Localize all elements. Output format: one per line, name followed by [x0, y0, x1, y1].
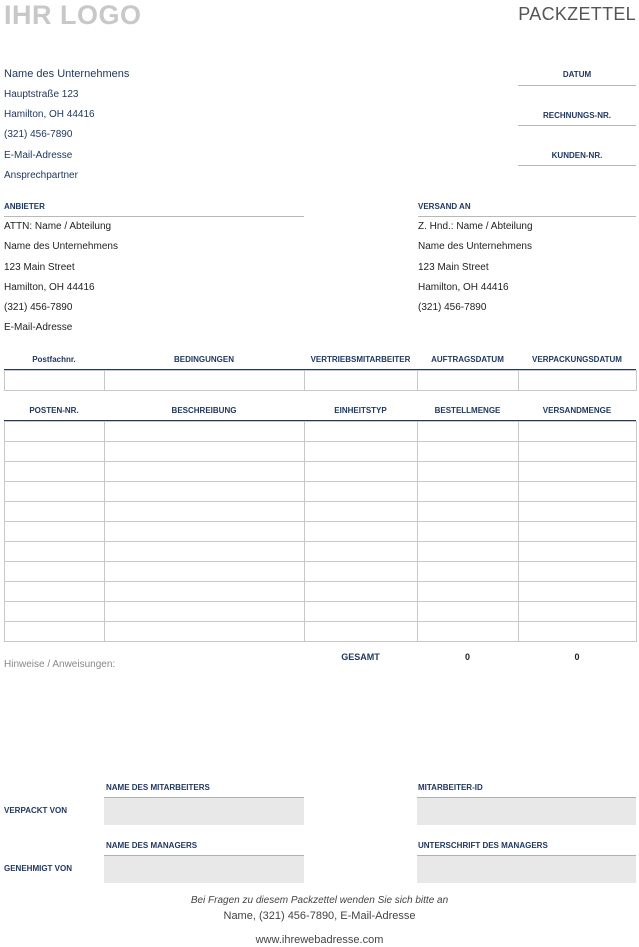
table-row — [5, 502, 637, 522]
order-cell[interactable] — [305, 371, 418, 391]
item-cell[interactable] — [305, 482, 418, 502]
col-shipped-qty: VERSANDMENGE — [542, 406, 612, 415]
page-title: PACKZETTEL — [518, 4, 636, 24]
item-cell[interactable] — [305, 442, 418, 462]
vendor-email: E-Mail-Adresse — [4, 322, 73, 333]
col-unit-type: EINHEITSTYP — [334, 406, 387, 415]
col-terms: BEDINGUNGEN — [173, 355, 234, 364]
table-row — [5, 482, 637, 502]
company-phone: (321) 456-7890 — [4, 129, 73, 140]
item-cell[interactable] — [5, 482, 105, 502]
col-po-box: Postfachnr. — [32, 355, 76, 364]
item-cell[interactable] — [105, 462, 305, 482]
manager-name-field[interactable] — [104, 855, 304, 883]
col-order-date: AUFTRAGSDATUM — [431, 355, 504, 364]
manager-name-label: NAME DES MANAGERS — [106, 841, 198, 850]
item-cell[interactable] — [5, 622, 105, 642]
item-cell[interactable] — [418, 422, 519, 442]
ship-to-phone: (321) 456-7890 — [418, 302, 487, 313]
vendor-phone: (321) 456-7890 — [4, 302, 73, 313]
vendor-heading: ANBIETER — [4, 202, 45, 211]
footer-contact: Name, (321) 456-7890, E-Mail-Adresse — [223, 910, 416, 922]
items-table — [4, 421, 637, 642]
item-cell[interactable] — [418, 442, 519, 462]
item-cell[interactable] — [418, 462, 519, 482]
total-ordered: 0 — [464, 652, 470, 662]
ship-to-attn: Z. Hnd.: Name / Abteilung — [418, 221, 533, 232]
employee-name-field[interactable] — [104, 797, 304, 825]
approved-by-label: GENEHMIGT VON — [4, 864, 73, 873]
item-cell[interactable] — [305, 602, 418, 622]
packed-by-label: VERPACKT VON — [4, 806, 67, 815]
order-cell[interactable] — [418, 371, 519, 391]
item-cell[interactable] — [519, 522, 637, 542]
item-cell[interactable] — [305, 562, 418, 582]
item-cell[interactable] — [5, 502, 105, 522]
col-item-number: POSTEN-NR. — [29, 406, 79, 415]
item-cell[interactable] — [418, 562, 519, 582]
item-cell[interactable] — [105, 422, 305, 442]
vendor-street: 123 Main Street — [4, 262, 75, 273]
item-cell[interactable] — [418, 542, 519, 562]
item-cell[interactable] — [305, 622, 418, 642]
date-label: DATUM — [562, 70, 592, 79]
vendor-city: Hamilton, OH 44416 — [4, 282, 95, 293]
vendor-attn: ATTN: Name / Abteilung — [4, 221, 112, 232]
item-cell[interactable] — [305, 502, 418, 522]
notes-area[interactable] — [4, 675, 636, 770]
company-street: Hauptstraße 123 — [4, 89, 79, 100]
footer-website[interactable]: www.ihrewebadresse.com — [255, 934, 384, 946]
table-row — [5, 542, 637, 562]
table-row — [5, 442, 637, 462]
item-cell[interactable] — [519, 622, 637, 642]
total-label: GESAMT — [341, 652, 380, 662]
ship-to-city: Hamilton, OH 44416 — [418, 282, 509, 293]
manager-signature-field[interactable] — [417, 855, 636, 883]
item-cell[interactable] — [5, 542, 105, 562]
item-cell[interactable] — [418, 482, 519, 502]
item-cell[interactable] — [519, 562, 637, 582]
invoice-number-field[interactable] — [518, 125, 636, 126]
total-shipped: 0 — [574, 652, 580, 662]
item-cell[interactable] — [305, 542, 418, 562]
item-cell[interactable] — [105, 502, 305, 522]
table-row — [5, 622, 637, 642]
footer-question: Bei Fragen zu diesem Packzettel wenden Sie sich bitte an — [190, 895, 449, 906]
col-pack-date: VERPACKUNGSDATUM — [532, 355, 622, 364]
employee-id-label: MITARBEITER-ID — [418, 783, 483, 792]
item-cell[interactable] — [519, 462, 637, 482]
vendor-company: Name des Unternehmens — [4, 241, 118, 252]
invoice-number-label: RECHNUNGS-NR. — [543, 111, 611, 120]
item-cell[interactable] — [519, 582, 637, 602]
item-cell[interactable] — [418, 622, 519, 642]
item-cell[interactable] — [105, 482, 305, 502]
item-cell[interactable] — [305, 582, 418, 602]
item-cell[interactable] — [5, 602, 105, 622]
date-field[interactable] — [518, 85, 636, 86]
item-cell[interactable] — [5, 522, 105, 542]
table-row — [5, 422, 637, 442]
item-cell[interactable] — [519, 502, 637, 522]
col-sales-rep: VERTRIEBSMITARBEITER — [310, 355, 411, 364]
item-cell[interactable] — [418, 522, 519, 542]
item-cell[interactable] — [519, 602, 637, 622]
order-cell[interactable] — [105, 371, 305, 391]
item-cell[interactable] — [5, 422, 105, 442]
item-cell[interactable] — [105, 622, 305, 642]
item-cell[interactable] — [5, 562, 105, 582]
company-name: Name des Unternehmens — [4, 68, 130, 80]
notes-label: Hinweise / Anweisungen: — [4, 659, 116, 670]
vendor-divider — [4, 216, 304, 217]
item-cell[interactable] — [305, 462, 418, 482]
item-cell[interactable] — [305, 522, 418, 542]
table-row — [5, 462, 637, 482]
order-info-table — [4, 370, 637, 391]
item-cell[interactable] — [519, 442, 637, 462]
employee-name-label: NAME DES MITARBEITERS — [106, 783, 210, 792]
item-cell[interactable] — [519, 482, 637, 502]
item-cell[interactable] — [105, 562, 305, 582]
item-cell[interactable] — [105, 442, 305, 462]
company-contact: Ansprechpartner — [4, 170, 78, 181]
table-row — [5, 562, 637, 582]
item-cell[interactable] — [5, 582, 105, 602]
item-cell[interactable] — [5, 462, 105, 482]
order-cell[interactable] — [519, 371, 637, 391]
table-row — [5, 522, 637, 542]
item-cell[interactable] — [105, 582, 305, 602]
company-email: E-Mail-Adresse — [4, 150, 73, 161]
item-cell[interactable] — [519, 542, 637, 562]
company-city: Hamilton, OH 44416 — [4, 109, 95, 120]
customer-number-label: KUNDEN-NR. — [551, 151, 603, 160]
item-cell[interactable] — [418, 502, 519, 522]
table-row — [5, 371, 637, 391]
item-cell[interactable] — [418, 602, 519, 622]
ship-to-heading: VERSAND AN — [418, 202, 471, 211]
item-cell[interactable] — [418, 582, 519, 602]
item-cell[interactable] — [519, 422, 637, 442]
table-row — [5, 582, 637, 602]
table-row — [5, 602, 637, 622]
item-cell[interactable] — [105, 522, 305, 542]
ship-to-divider — [418, 216, 636, 217]
manager-signature-label: UNTERSCHRIFT DES MANAGERS — [418, 841, 548, 850]
item-cell[interactable] — [305, 422, 418, 442]
item-cell[interactable] — [105, 542, 305, 562]
col-ordered-qty: BESTELLMENGE — [434, 406, 501, 415]
order-cell[interactable] — [5, 371, 105, 391]
customer-number-field[interactable] — [518, 165, 636, 166]
employee-id-field[interactable] — [417, 797, 636, 825]
ship-to-street: 123 Main Street — [418, 262, 489, 273]
item-cell[interactable] — [105, 602, 305, 622]
item-cell[interactable] — [5, 442, 105, 462]
logo-placeholder: IHR LOGO — [4, 0, 142, 30]
col-description: BESCHREIBUNG — [171, 406, 237, 415]
ship-to-company: Name des Unternehmens — [418, 241, 532, 252]
